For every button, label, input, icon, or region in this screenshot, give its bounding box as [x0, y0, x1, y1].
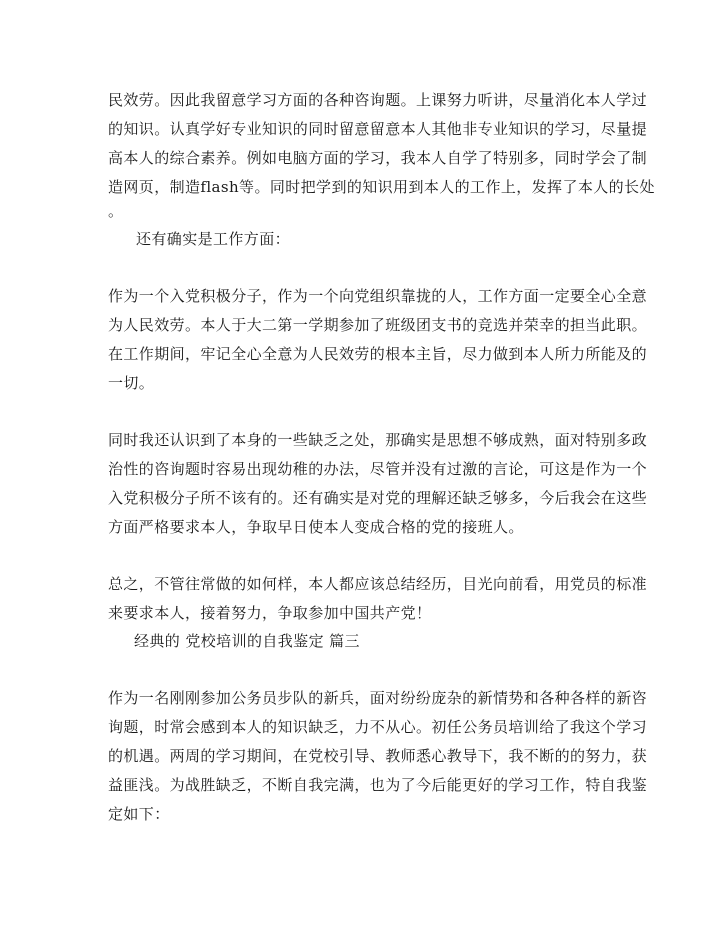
section-heading-work: 还有确实是工作方面： — [136, 230, 291, 248]
text-line: 定如下： — [108, 805, 170, 823]
text-line: 一切。 — [108, 374, 155, 392]
section-title: 经典的 党校培训的自我鉴定 篇三 — [134, 632, 360, 650]
text-line: 。 — [108, 202, 124, 220]
text-line: 为人民效劳。本人于大二第一学期参加了班级团支书的竞选并荣幸的担当此职。 — [108, 316, 648, 334]
text-line: 的机遇。两周的学习期间，在党校引导、教师悉心教导下，我不断的的努力，获 — [108, 747, 648, 765]
text-line: 入党积极分子所不该有的。还有确实是对党的理解还缺乏够多，今后我会在这些 — [108, 489, 648, 507]
text-line: 高本人的综合素养。例如电脑方面的学习，我本人自学了特别多，同时学会了制 — [108, 149, 648, 167]
text-line: 作为一个入党积极分子，作为一个向党组织靠拢的人，工作方面一定要全心全意 — [108, 287, 648, 305]
text-line: 益匪浅。为战胜缺乏，不断自我完满，也为了今后能更好的学习工作，特自我鉴 — [108, 776, 648, 794]
text-line: 民效劳。因此我留意学习方面的各种咨询题。上课努力听讲，尽量消化本人学过 — [108, 91, 648, 109]
text-line: 方面严格要求本人，争取早日使本人变成合格的党的接班人。 — [108, 518, 524, 536]
text-line: 造网页，制造flash等。同时把学到的知识用到本人的工作上，发挥了本人的长处 — [108, 178, 655, 196]
text-line: 的知识。认真学好专业知识的同时留意留意本人其他非专业知识的学习，尽量提 — [108, 120, 648, 138]
text-line: 询题，时常会感到本人的知识缺乏，力不从心。初任公务员培训给了我这个学习 — [108, 718, 648, 736]
text-line: 作为一名刚刚参加公务员步队的新兵，面对纷纷庞杂的新情势和各种各样的新咨 — [108, 689, 648, 707]
text-line: 在工作期间，牢记全心全意为人民效劳的根本主旨，尽力做到本人所力所能及的 — [108, 345, 648, 363]
text-line: 来要求本人，接着努力，争取参加中国共产党！ — [108, 604, 432, 622]
text-line: 总之，不管往常做的如何样，本人都应该总结经历，目光向前看，用党员的标准 — [108, 575, 648, 593]
text-line: 治性的咨询题时容易出现幼稚的办法，尽管并没有过激的言论，可这是作为一个 — [108, 460, 648, 478]
text-line: 同时我还认识到了本身的一些缺乏之处，那确实是思想不够成熟，面对特别多政 — [108, 431, 648, 449]
